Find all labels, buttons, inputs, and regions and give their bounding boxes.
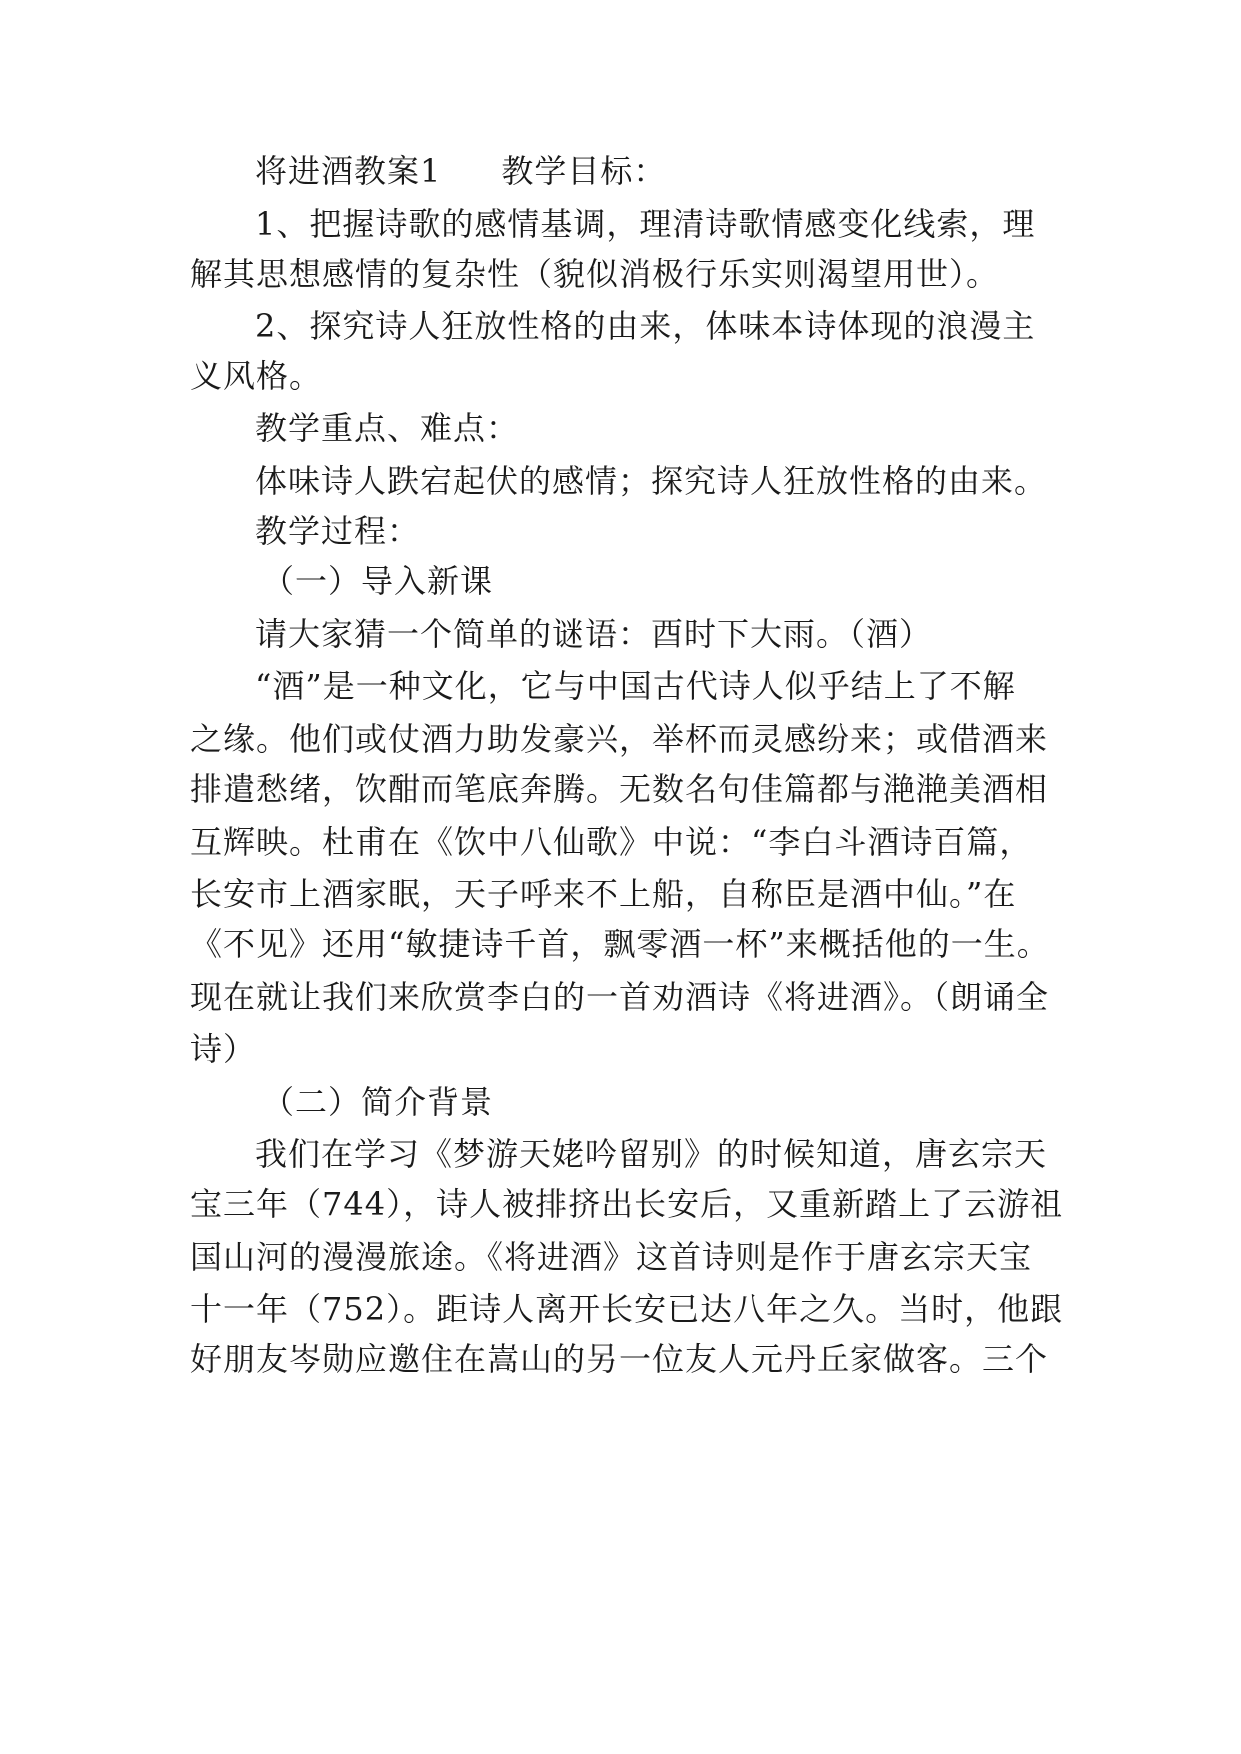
paragraph-line: 十一年（752）。距诗人离开长安已达八年之久。当时，他跟 [190,1290,1064,1328]
document-title: 将进酒教案1 [255,152,442,190]
paragraph-line: 宝三年（744），诗人被排挤出长安后，又重新踏上了云游祖 [190,1185,1064,1223]
paragraph-line: 2、探究诗人狂放性格的由来，体味本诗体现的浪漫主 [255,307,1036,345]
paragraph-line: 诗） [190,1030,257,1068]
paragraph-line: 我们在学习《梦游天姥吟留别》的时候知道，唐玄宗天 [255,1135,1048,1173]
subsection-heading: （一）导入新课 [262,562,494,600]
paragraph-line: 《不见》还用“敏捷诗千首，飘零酒一杯”来概括他的一生。 [190,925,1050,963]
paragraph-line: 好朋友岑勋应邀住在嵩山的另一位友人元丹丘家做客。三个 [190,1340,1049,1378]
paragraph-line: “酒”是一种文化，它与中国古代诗人似乎结上了不解 [255,667,1016,705]
paragraph-line: 请大家猜一个简单的谜语：酉时下大雨。（酒） [255,615,933,653]
section-heading: 教学过程： [255,512,421,550]
paragraph-line: 义风格。 [190,357,323,395]
paragraph-line: 体味诗人跌宕起伏的感情；探究诗人狂放性格的由来。 [255,462,1048,500]
paragraph-line: 长安市上酒家眠，天子呼来不上船，自称臣是酒中仙。”在 [190,875,1017,913]
subsection-heading: （二）简介背景 [262,1083,494,1121]
paragraph-line: 国山河的漫漫旅途。《将进酒》这首诗则是作于唐玄宗天宝 [190,1238,1033,1276]
paragraph-line: 现在就让我们来欣赏李白的一首劝酒诗《将进酒》。（朗诵全 [190,978,1050,1016]
paragraph-line: 排遣愁绪，饮酣而笔底奔腾。无数名句佳篇都与滟滟美酒相 [190,770,1049,808]
objectives-label: 教学目标： [501,152,667,190]
paragraph-line: 之缘。他们或仗酒力助发豪兴，举杯而灵感纷来；或借酒来 [190,720,1049,758]
paragraph-line: 1、把握诗歌的感情基调，理清诗歌情感变化线索，理 [255,205,1036,243]
paragraph-line: 互辉映。杜甫在《饮中八仙歌》中说：“李白斗酒诗百篇， [190,823,1033,861]
section-heading: 教学重点、难点： [255,409,520,447]
paragraph-line: 解其思想感情的复杂性（貌似消极行乐实则渴望用世）。 [190,255,1000,293]
heading-line [255,151,1125,191]
